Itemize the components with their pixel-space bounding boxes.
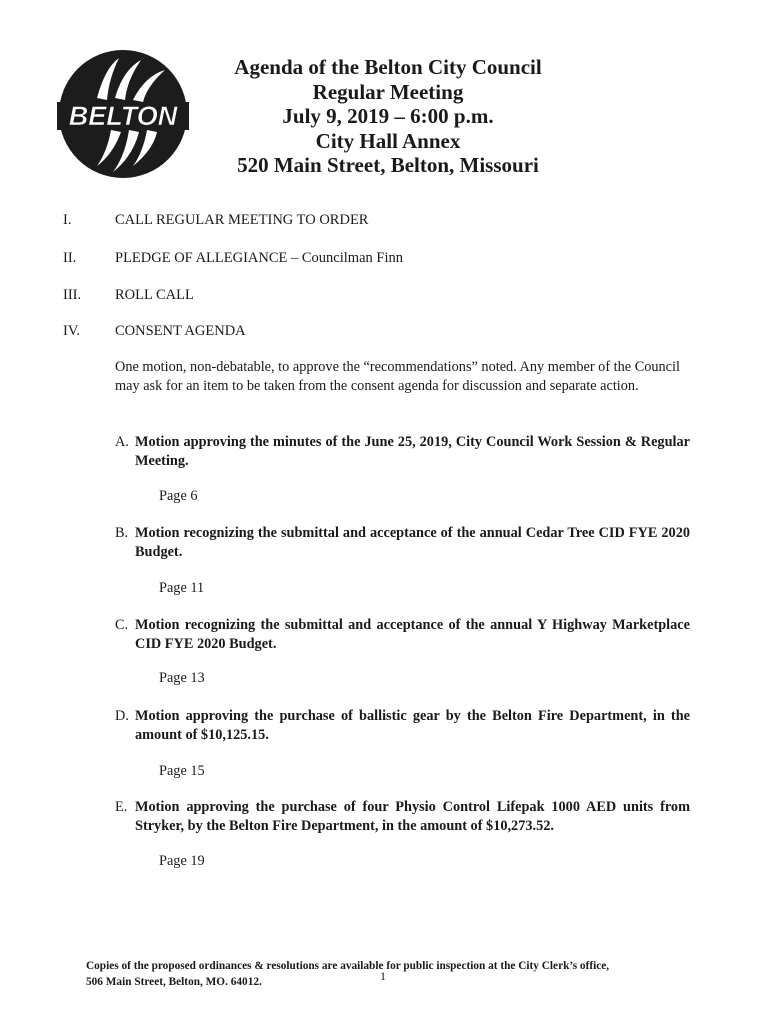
item-letter: A. [115,434,129,450]
section-consent-agenda [63,323,246,340]
section-number: II. [63,250,77,266]
meeting-address: 520 Main Street, Belton, Missouri [237,153,539,177]
consent-item-c [115,616,690,654]
item-text: Motion approving the purchase of ballistic gear by the Belton Fire Department, in the amount of $10,125.15. [135,708,690,743]
logo-text: BELTON [68,101,178,131]
consent-item-a [115,433,690,471]
section-pledge [63,250,403,267]
section-title: PLEDGE OF ALLEGIANCE – Councilman Finn [115,250,403,266]
item-c-page-ref: Page 13 [159,670,205,686]
consent-item-d [115,707,690,745]
consent-item-b [115,524,690,562]
item-letter: B. [115,525,129,541]
footer-line-1: Copies of the proposed ordinances & resolutions are available for public inspection at the City Clerk’s office, [86,960,610,972]
section-title: CONSENT AGENDA [115,323,246,339]
item-d-page-ref: Page 15 [159,763,205,779]
item-e-page-ref: Page 19 [159,853,205,869]
item-letter: E. [115,799,128,815]
section-title: ROLL CALL [115,287,194,303]
meeting-venue: City Hall Annex [315,128,461,153]
belton-city-logo [57,48,189,180]
item-text: Motion recognizing the submittal and acceptance of the annual Cedar Tree CID FYE 2020 Budget. [135,525,690,560]
section-roll-call [63,287,194,304]
item-b-page-ref: Page 11 [159,580,205,596]
section-number: I. [63,212,72,228]
item-text: Motion recognizing the submittal and acceptance of the annual Y Highway Marketplace CID FYE 2020 Budget. [135,617,690,652]
section-number: III. [63,287,82,303]
consent-intro-paragraph: One motion, non-debatable, to approve the “recommendations” noted. Any member of the Council may ask for an item to be taken from the consent agenda for discussion and separate action. [115,359,680,394]
footer-line-2: 506 Main Street, Belton, MO. 64012. [86,976,262,988]
meeting-date: July 9, 2019 – 6:00 p.m. [282,104,494,128]
consent-item-e [115,798,690,836]
footer-notice [86,958,706,990]
meeting-type: Regular Meeting [312,79,464,104]
agenda-title: Agenda of the Belton City Council [234,55,542,79]
page-number: 1 [380,969,386,983]
section-number: IV. [63,323,81,339]
agenda-header [218,55,558,178]
item-a-page-ref: Page 6 [159,488,198,504]
section-title: CALL REGULAR MEETING TO ORDER [115,212,369,228]
item-text: Motion approving the purchase of four Physio Control Lifepak 1000 AED units from Stryker, by the Belton Fire Department, in the amount of $10,273.52. [135,799,690,834]
item-letter: D. [115,708,129,724]
item-text: Motion approving the minutes of the June 25, 2019, City Council Work Session & Regular Meeting. [135,434,690,469]
item-letter: C. [115,617,129,633]
section-call-to-order [63,212,368,229]
